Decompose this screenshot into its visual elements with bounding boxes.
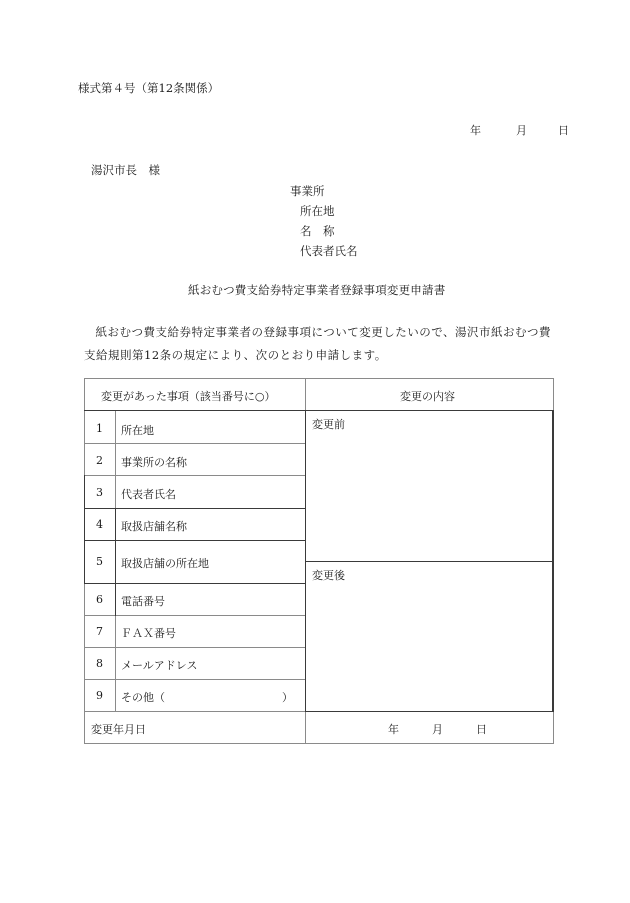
item-number: 5 [96, 555, 103, 568]
item-number: 6 [96, 593, 103, 606]
change-date-label: 変更年月日 [91, 723, 146, 736]
header-changed-items: 変更があった事項（該当番号に○） [101, 390, 276, 403]
item-number: 7 [96, 625, 103, 638]
table-border-top [84, 378, 554, 379]
applicant-representative-label: 代表者氏名 [300, 244, 358, 258]
other-detail-field[interactable] [190, 684, 280, 706]
item-label: ＦＡＸ番号 [121, 627, 176, 640]
document-title: 紙おむつ費支給券特定事業者登録事項変更申請書 [188, 283, 446, 297]
row-divider [84, 679, 305, 680]
applicant-office-label: 事業所 [290, 184, 325, 198]
form-number: 様式第４号（第12条関係） [78, 81, 220, 95]
applicant-location-label: 所在地 [300, 204, 335, 218]
body-line-1: 紙おむつ費支給券特定事業者の登録事項について変更したいので、湯沢市紙おむつ費 [95, 325, 552, 339]
item-number: 3 [96, 486, 103, 499]
item-label: 取扱店舗の所在地 [121, 557, 209, 570]
row-divider [84, 647, 305, 648]
addressee: 湯沢市長 様 [91, 163, 160, 177]
item-label: メールアドレス [121, 659, 198, 672]
after-change-field[interactable] [306, 582, 551, 708]
body-line-2: 支給規則第12条の規定により、次のとおり申請します。 [84, 348, 387, 362]
header-change-content: 変更の内容 [400, 390, 455, 403]
after-change-label: 変更後 [312, 569, 345, 582]
change-date-month: 月 [432, 723, 443, 736]
before-after-divider [305, 561, 554, 562]
row-divider [84, 540, 305, 541]
item-number: 4 [96, 518, 103, 531]
row-divider [84, 583, 305, 584]
item-label: 電話番号 [121, 595, 165, 608]
row-divider [84, 711, 305, 712]
item-number: 2 [96, 454, 103, 467]
change-date-year: 年 [388, 723, 399, 736]
item-label: 所在地 [121, 424, 154, 437]
change-date-day: 日 [476, 723, 487, 736]
applicant-name-label: 名 称 [300, 224, 335, 238]
item-number: 8 [96, 657, 103, 670]
applicant-block [290, 181, 358, 261]
row-border-emphasis [115, 508, 116, 616]
content-block-bottom [305, 711, 554, 712]
change-date-field[interactable] [388, 721, 487, 737]
application-date [470, 122, 569, 138]
item-label: 代表者氏名 [121, 488, 176, 501]
table-border-bottom [84, 743, 554, 744]
item-number: 1 [96, 422, 103, 435]
item-label: 取扱店舗名称 [121, 520, 187, 533]
before-change-field[interactable] [306, 430, 551, 558]
header-divider [84, 410, 554, 411]
item-number: 9 [96, 689, 103, 702]
row-divider [84, 508, 305, 509]
date-month: 月 [516, 124, 527, 137]
item-label: 事業所の名称 [121, 456, 187, 469]
item-label: その他（ [121, 691, 165, 704]
before-change-label: 変更前 [312, 418, 345, 431]
body-text [84, 321, 564, 367]
item-close-paren: ） [282, 691, 293, 704]
row-divider [84, 443, 305, 444]
row-divider [84, 615, 305, 616]
row-divider [84, 475, 305, 476]
date-year: 年 [470, 124, 481, 137]
date-day: 日 [558, 124, 569, 137]
